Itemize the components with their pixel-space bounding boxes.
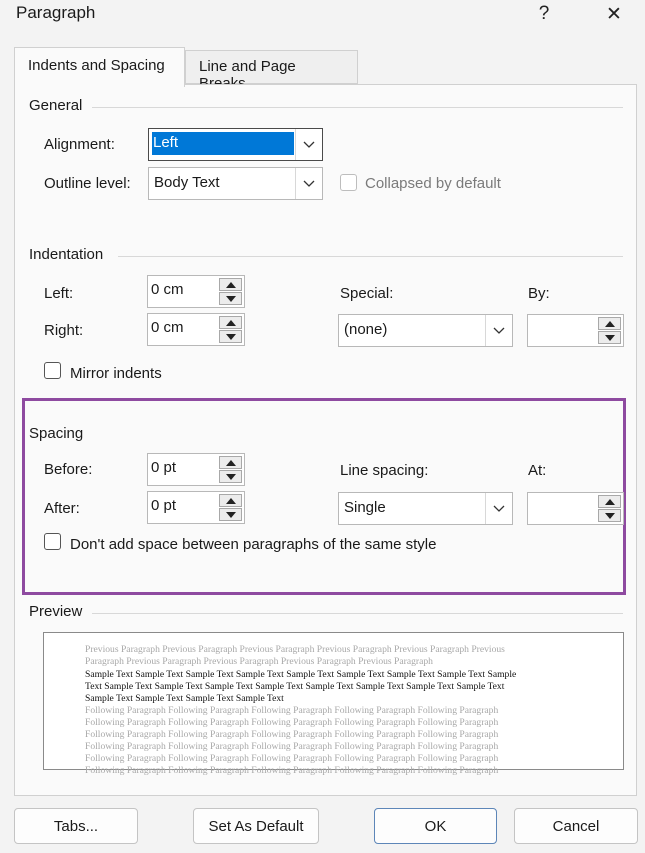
indent-left-spinner[interactable] bbox=[147, 275, 245, 308]
tab-indents-and-spacing[interactable] bbox=[14, 47, 185, 87]
group-title-preview: Preview bbox=[29, 603, 83, 620]
arrow-up-icon bbox=[226, 282, 236, 288]
ok-label: OK bbox=[424, 817, 447, 835]
line-spacing-select[interactable] bbox=[338, 492, 513, 525]
cancel-label: Cancel bbox=[552, 817, 600, 835]
outline-level-label: Outline level: bbox=[44, 175, 131, 192]
spacing-before-label: Before: bbox=[44, 461, 93, 478]
spin-down-button[interactable] bbox=[219, 508, 242, 521]
tab-label: Line and Page bbox=[199, 58, 296, 75]
arrow-down-icon bbox=[226, 334, 236, 340]
spacing-before-value: 0 pt bbox=[151, 459, 177, 476]
group-title-spacing: Spacing bbox=[29, 425, 84, 442]
at-label: At: bbox=[528, 462, 547, 479]
indent-right-value: 0 cm bbox=[151, 319, 184, 336]
preview-line: Following Paragraph Following Paragraph Following Paragraph Following Paragraph Following Paragraph bbox=[85, 753, 499, 764]
spin-up-button[interactable] bbox=[598, 495, 621, 508]
at-spinner[interactable] bbox=[527, 492, 624, 525]
group-title-general: General bbox=[29, 97, 83, 114]
set-as-default-button[interactable] bbox=[193, 808, 319, 844]
spacing-after-value: 0 pt bbox=[151, 497, 177, 514]
tab-line-and-page-breaks[interactable] bbox=[185, 50, 358, 84]
cancel-button[interactable] bbox=[514, 808, 638, 844]
chevron-down-icon bbox=[295, 129, 322, 160]
spin-down-button[interactable] bbox=[219, 330, 242, 343]
arrow-up-icon bbox=[605, 321, 615, 327]
dont-add-space-label: Don't add space between paragraphs of the same style bbox=[70, 536, 437, 553]
help-icon: ? bbox=[538, 3, 550, 24]
collapsed-by-default-checkbox[interactable] bbox=[340, 174, 357, 191]
special-select[interactable] bbox=[338, 314, 513, 347]
spin-up-button[interactable] bbox=[219, 316, 242, 329]
indent-right-label: Right: bbox=[44, 322, 84, 339]
arrow-up-icon bbox=[226, 498, 236, 504]
preview-line: Following Paragraph Following Paragraph Following Paragraph Following Paragraph Following Paragraph bbox=[85, 765, 499, 776]
chevron-down-icon bbox=[485, 493, 512, 524]
dont-add-space-checkbox[interactable] bbox=[44, 533, 61, 550]
mirror-indents-label: Mirror indents bbox=[70, 365, 162, 382]
outline-level-select[interactable] bbox=[148, 167, 323, 200]
tabs-button[interactable] bbox=[14, 808, 138, 844]
arrow-up-icon bbox=[226, 320, 236, 326]
preview-line: Text Sample Text Sample Text Sample Text Sample Text Sample Text Sample Text Sample Text Sample Text bbox=[85, 681, 505, 692]
by-label: By: bbox=[528, 285, 550, 302]
arrow-down-icon bbox=[226, 296, 236, 302]
spin-up-button[interactable] bbox=[219, 456, 242, 469]
group-title-indentation: Indentation bbox=[29, 246, 104, 263]
preview-line: Following Paragraph Following Paragraph Following Paragraph Following Paragraph Following Paragraph bbox=[85, 705, 499, 716]
chevron-down-icon bbox=[485, 315, 512, 346]
dialog-title: Paragraph bbox=[16, 3, 96, 22]
divider bbox=[92, 107, 623, 108]
alignment-value: Left bbox=[152, 132, 294, 155]
spin-down-button[interactable] bbox=[598, 331, 621, 344]
preview-line: Paragraph Previous Paragraph Previous Paragraph Previous Paragraph Previous Paragraph bbox=[85, 656, 433, 667]
spacing-after-spinner[interactable] bbox=[147, 491, 245, 524]
tabs-button-label: Tabs... bbox=[53, 817, 99, 835]
arrow-down-icon bbox=[605, 335, 615, 341]
arrow-down-icon bbox=[605, 513, 615, 519]
spin-up-button[interactable] bbox=[598, 317, 621, 330]
preview-box bbox=[43, 632, 624, 776]
spacing-after-label: After: bbox=[44, 500, 80, 517]
preview-line: Previous Paragraph Previous Paragraph Previous Paragraph Previous Paragraph Previous Paragraph Previous bbox=[85, 644, 505, 655]
preview-line: Following Paragraph Following Paragraph Following Paragraph Following Paragraph Following Paragraph bbox=[85, 729, 499, 740]
indent-right-spinner[interactable] bbox=[147, 313, 245, 346]
preview-line: Sample Text Sample Text Sample Text Sample Text Sample Text Sample Text Sample Text Sample Text Sample bbox=[85, 669, 517, 680]
preview-line: Following Paragraph Following Paragraph Following Paragraph Following Paragraph Following Paragraph bbox=[85, 717, 499, 728]
alignment-label: Alignment: bbox=[44, 136, 115, 153]
ok-button[interactable] bbox=[374, 808, 497, 844]
special-label: Special: bbox=[340, 285, 394, 302]
collapsed-by-default-label: Collapsed by default bbox=[365, 175, 501, 192]
spin-down-button[interactable] bbox=[598, 509, 621, 522]
divider bbox=[118, 256, 623, 257]
spin-up-button[interactable] bbox=[219, 494, 242, 507]
by-spinner[interactable] bbox=[527, 314, 624, 347]
mirror-indents-checkbox[interactable] bbox=[44, 362, 61, 379]
special-value: (none) bbox=[344, 321, 388, 338]
help-button[interactable] bbox=[522, 0, 566, 28]
indent-left-value: 0 cm bbox=[151, 281, 184, 298]
line-spacing-value: Single bbox=[344, 499, 386, 516]
preview-line: Following Paragraph Following Paragraph Following Paragraph Following Paragraph Following Paragraph bbox=[85, 741, 499, 752]
chevron-down-icon bbox=[295, 168, 322, 199]
set-as-default-label: Set As Default bbox=[208, 817, 304, 835]
close-button[interactable] bbox=[592, 0, 636, 28]
indent-left-label: Left: bbox=[44, 285, 74, 302]
tab-label: Indents and Spacing bbox=[28, 57, 165, 74]
arrow-down-icon bbox=[226, 512, 236, 518]
spacing-before-spinner[interactable] bbox=[147, 453, 245, 486]
spin-up-button[interactable] bbox=[219, 278, 242, 291]
alignment-select[interactable] bbox=[148, 128, 323, 161]
line-spacing-label: Line spacing: bbox=[340, 462, 429, 479]
outline-level-value: Body Text bbox=[154, 174, 220, 191]
spin-down-button[interactable] bbox=[219, 470, 242, 483]
arrow-down-icon bbox=[226, 474, 236, 480]
divider bbox=[92, 613, 623, 614]
spin-down-button[interactable] bbox=[219, 292, 242, 305]
close-icon: ✕ bbox=[606, 3, 622, 25]
preview-line: Sample Text Sample Text Sample Text Sample Text bbox=[85, 693, 284, 704]
arrow-up-icon bbox=[226, 460, 236, 466]
arrow-up-icon bbox=[605, 499, 615, 505]
